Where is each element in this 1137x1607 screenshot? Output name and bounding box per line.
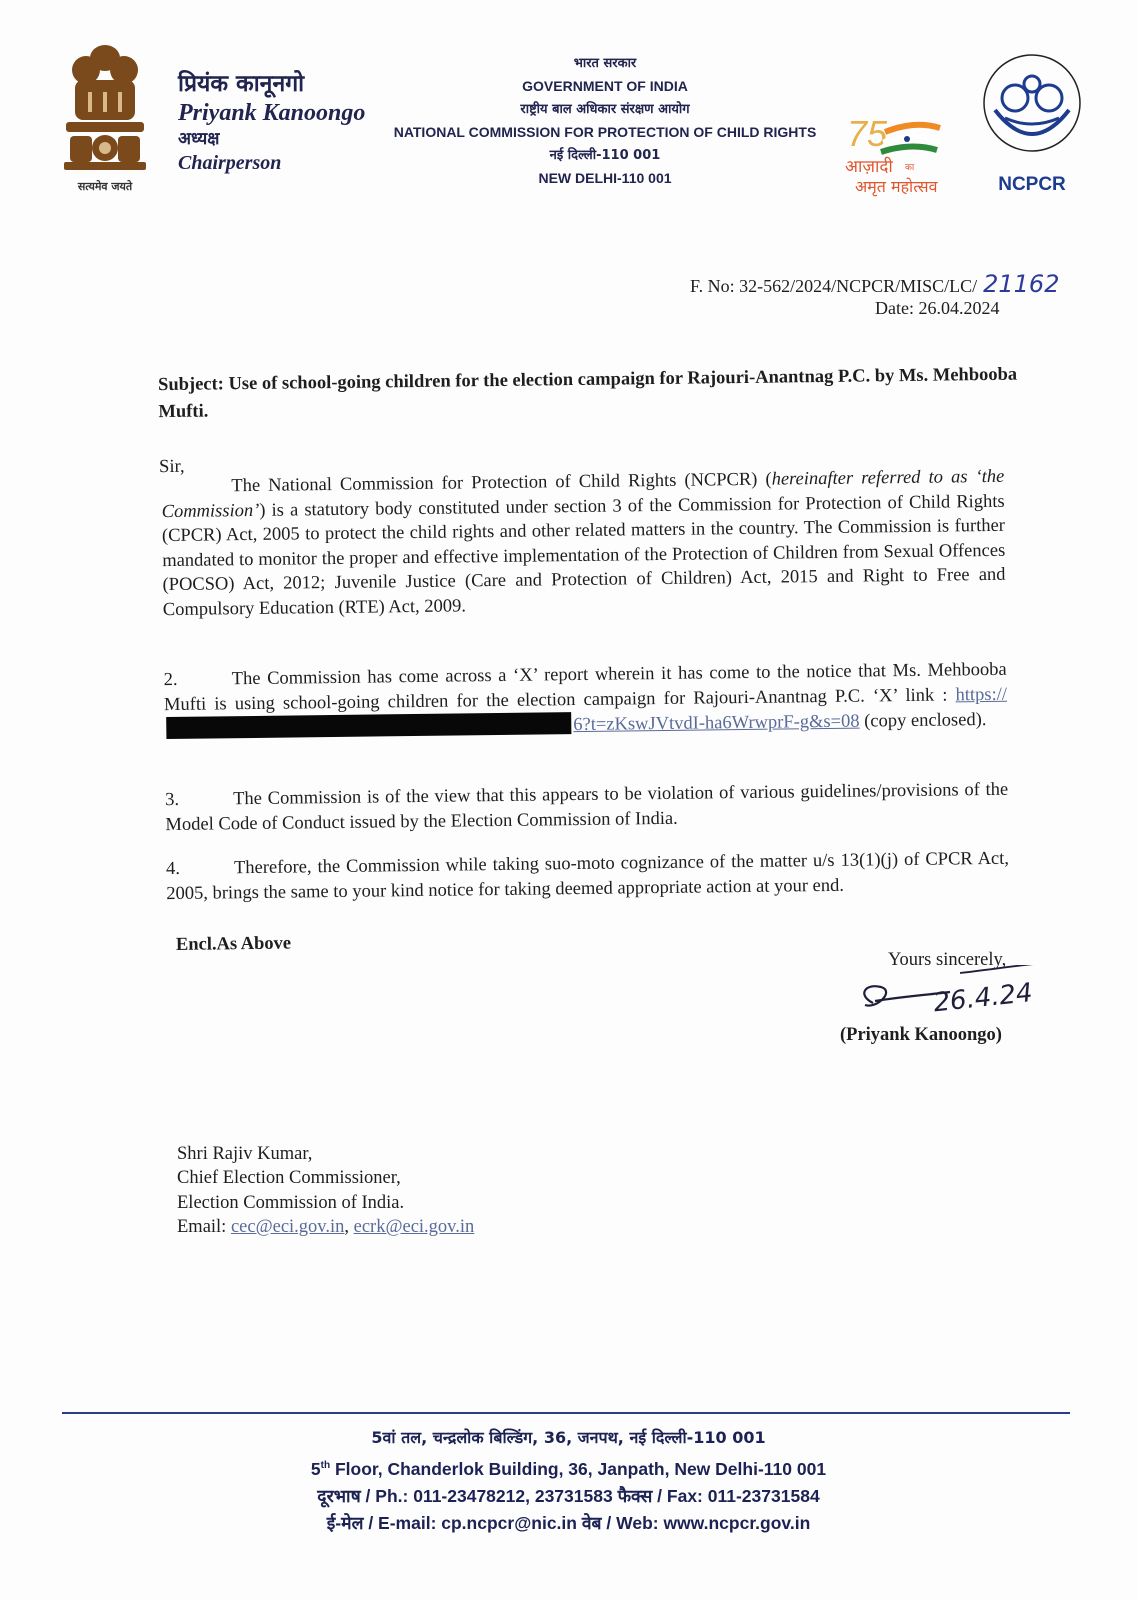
paragraph-2 — [164, 658, 1008, 743]
paragraph-1-text-a: The National Commission for Protection of Child Rights (NCPCR) ( — [231, 469, 772, 497]
footer-divider — [62, 1412, 1070, 1414]
chairperson-name: Priyank Kanoongo — [178, 100, 366, 126]
footer-contact: ई-मेल / E-mail: cp.ncpcr@nic.in वेब / Web: www.ncpcr.gov.in — [326, 1513, 811, 1534]
letter-date: Date: 26.04.2024 — [875, 298, 1000, 318]
paragraph-1 — [161, 465, 1006, 623]
email-link-ecrk[interactable]: ecrk@eci.gov.in — [353, 1217, 475, 1238]
azadi-line1: आज़ादी — [845, 157, 893, 177]
paragraph-1-text-b: ) is a statutory body constituted under section 3 of the Commission for Protection of Child Rights (CPCR) Act, 2005 to protect the child rights and other related matters in the country. The Commission is further mandated to monitor the proper and effective implementation of the Protection of Children from Sexual Offences (POCSO) Act, 2012; Juvenile Justice (Care and Protection of Children) Act, 2015 and Right to Free and Compulsory Education (RTE) Act, 2009. — [161, 491, 1006, 621]
azadi-line2: अमृत महोत्सव — [855, 177, 938, 196]
paragraph-number: 4. — [165, 858, 181, 880]
recipient-block — [177, 1142, 474, 1240]
footer-floor-number: 5 — [310, 1458, 321, 1479]
letter-subject: Subject: Use of school-going children for the election campaign for Rajouri-Anantnag P.C. by Ms. Mehbooba Mufti. — [157, 364, 1018, 423]
closing: Yours sincerely, — [888, 950, 1007, 970]
ncpcr-logo-text: NCPCR — [998, 174, 1066, 195]
commission-english: NATIONAL COMMISSION FOR PROTECTION OF CHILD RIGHTS — [393, 124, 817, 140]
recipient-designation: Chief Election Commissioner, — [177, 1168, 401, 1189]
svg-text:75: 75 — [847, 113, 888, 154]
email-separator: , — [344, 1217, 354, 1238]
commission-hindi: राष्ट्रीय बाल अधिकार संरक्षण आयोग — [520, 102, 690, 117]
email-label: Email: — [177, 1217, 231, 1238]
paragraph-number: 2. — [163, 669, 178, 691]
footer-floor-suffix: th — [320, 1459, 331, 1471]
footer-address-english — [0, 1452, 1137, 1483]
paragraph-4-text: Therefore, the Commission while taking suo-moto cognizance of the matter u/s 13(1)(j) of CPCR Act, 2005, brings the same to your kind notice for taking deemed appropriate action at your end. — [166, 848, 1010, 904]
paragraph-3-text: The Commission is of the view that this appears to be violation of various guidelines/provisions of the Model Code of Conduct issued by the Election Commission of India. — [165, 779, 1009, 835]
salutation: Sir, — [159, 456, 185, 478]
paragraph-number: 3. — [165, 789, 180, 811]
paragraph-1-italic: hereinafter referred to as ‘the Commission’ — [161, 466, 1005, 522]
x-link-end[interactable]: 6?t=zKswJVtvdI-ha6WrwprF-g&s=08 — [573, 711, 860, 736]
chairperson-title: Chairperson — [178, 152, 282, 174]
city-english: NEW DELHI-110 001 — [538, 170, 672, 186]
gov-hindi: भारत सरकार — [573, 56, 637, 71]
chairperson-hindi-title: अध्यक्ष — [178, 129, 220, 149]
email-link-cec[interactable]: cec@eci.gov.in — [230, 1217, 345, 1238]
x-link-start[interactable]: https:// — [955, 684, 1008, 706]
footer-phone: दूरभाष / Ph.: 011-23478212, 23731583 फैक्स / Fax: 011-23731584 — [317, 1485, 820, 1506]
paragraph-2-tail: (copy enclosed). — [859, 710, 987, 732]
signatory-name: (Priyank Kanoongo) — [840, 1025, 1002, 1045]
recipient-name: Shri Rajiv Kumar, — [177, 1144, 313, 1164]
city-hindi: नई दिल्ली-110 001 — [549, 148, 661, 163]
paragraph-2-text: The Commission has come across a ‘X’ report wherein it has come to the notice that Ms. Mehbooba Mufti is using school-going children for the election campaign for Rajouri-Anantnag P.C. ‘X’ link : — [163, 659, 1007, 715]
footer-address-hindi: 5वां तल, चन्द्रलोक बिल्डिंग, 36, जनपथ, नई दिल्ली-110 001 — [371, 1428, 766, 1447]
chairperson-hindi-name: प्रियंक कानूनगो — [178, 71, 305, 97]
recipient-organization: Election Commission of India. — [177, 1192, 405, 1213]
recipient-email-line — [177, 1215, 474, 1239]
enclosure-note: Encl.As Above — [175, 933, 292, 955]
paragraph-4 — [166, 847, 1010, 906]
file-number-handwritten: 21162 — [983, 270, 1060, 298]
signature-date: 26.4.24 — [932, 978, 1034, 1019]
redaction-bar — [166, 712, 571, 739]
file-number-text: F. No: 32-562/2024/NCPCR/MISC/LC/ — [690, 276, 978, 296]
azadi-ka: का — [905, 163, 915, 173]
footer-address — [0, 1424, 1137, 1538]
emblem-motto: सत्यमेव जयते — [77, 180, 133, 193]
footer-address-rest: Floor, Chanderlok Building, 36, Janpath, New Delhi-110 001 — [330, 1458, 827, 1479]
gov-english: GOVERNMENT OF INDIA — [522, 78, 688, 94]
paragraph-3 — [165, 778, 1009, 837]
handwritten-signature — [855, 965, 1055, 1025]
